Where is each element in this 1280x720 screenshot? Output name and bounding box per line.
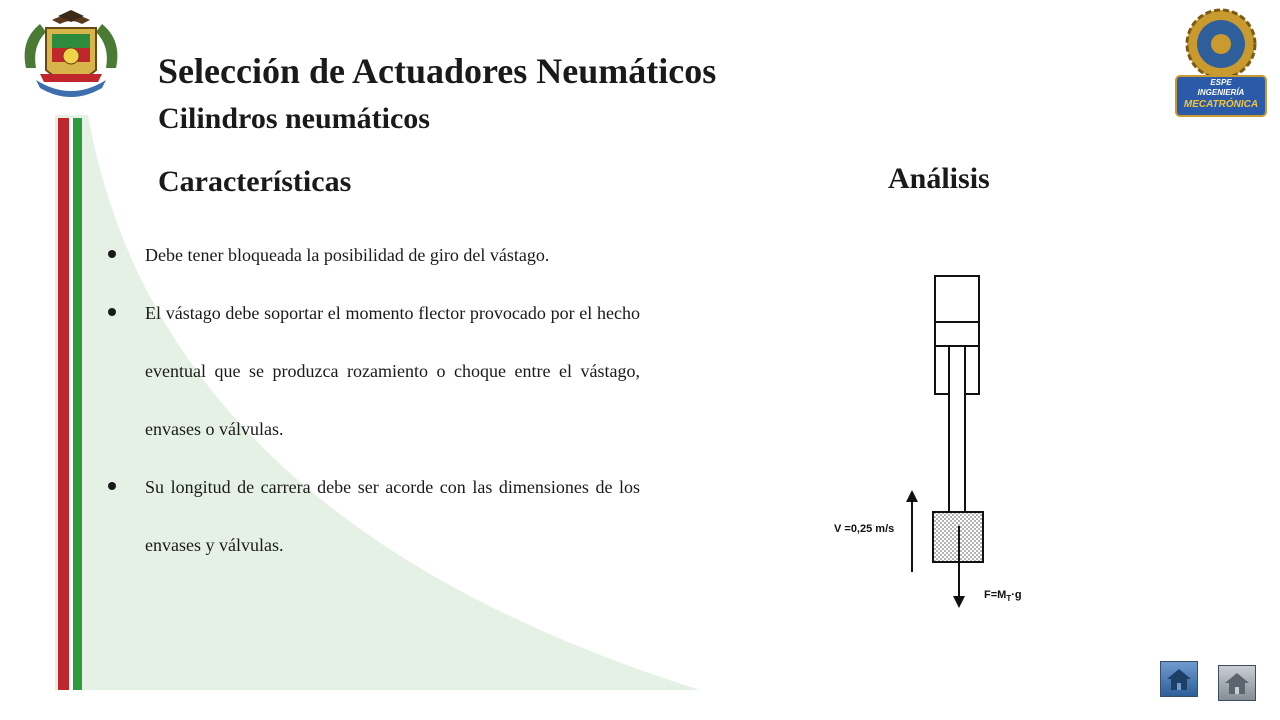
page-title: Selección de Actuadores Neumáticos bbox=[158, 51, 717, 91]
coat-of-arms-logo bbox=[12, 10, 130, 106]
bullet-text: El vástago debe soportar el momento flector provocado por el hecho eventual que se produzca rozamiento o choque entre el vástago, envases o válvulas. bbox=[145, 303, 640, 439]
logo-line-ingenieria: INGENIERÍA bbox=[1197, 88, 1245, 97]
white-stripe bbox=[69, 118, 73, 690]
characteristics-list bbox=[103, 226, 640, 574]
characteristics-heading: Características bbox=[158, 165, 352, 198]
bullet-text: Debe tener bloqueada la posibilidad de giro del vástago. bbox=[145, 245, 550, 265]
list-item bbox=[103, 458, 640, 574]
analysis-heading: Análisis bbox=[888, 162, 990, 195]
home-button[interactable] bbox=[1160, 661, 1198, 697]
home-icon bbox=[1161, 662, 1197, 696]
espe-mecatronica-logo bbox=[1174, 6, 1268, 118]
page-subtitle: Cilindros neumáticos bbox=[158, 102, 430, 135]
bullet-icon bbox=[108, 250, 116, 258]
red-stripe bbox=[58, 118, 69, 690]
velocity-label: V =0,25 m/s bbox=[834, 523, 895, 535]
force-label: $F=M_T\cdot g$ bbox=[984, 589, 1022, 603]
green-stripe bbox=[73, 118, 82, 690]
piston-rod bbox=[949, 346, 965, 512]
bullet-icon bbox=[108, 308, 116, 316]
bullet-icon bbox=[108, 482, 116, 490]
logo-line-mecatronica: MECATRÓNICA bbox=[1183, 99, 1259, 110]
list-item bbox=[103, 226, 640, 284]
logo-line-espe: ESPE bbox=[1210, 78, 1232, 87]
cylinder-piston bbox=[935, 322, 979, 346]
nav-home-button-secondary[interactable] bbox=[1218, 665, 1256, 701]
list-item bbox=[103, 284, 640, 458]
bullet-text: Su longitud de carrera debe ser acorde con las dimensiones de los envases y válvulas. bbox=[145, 477, 640, 555]
home-icon bbox=[1219, 666, 1255, 700]
cylinder-diagram bbox=[828, 270, 1048, 615]
